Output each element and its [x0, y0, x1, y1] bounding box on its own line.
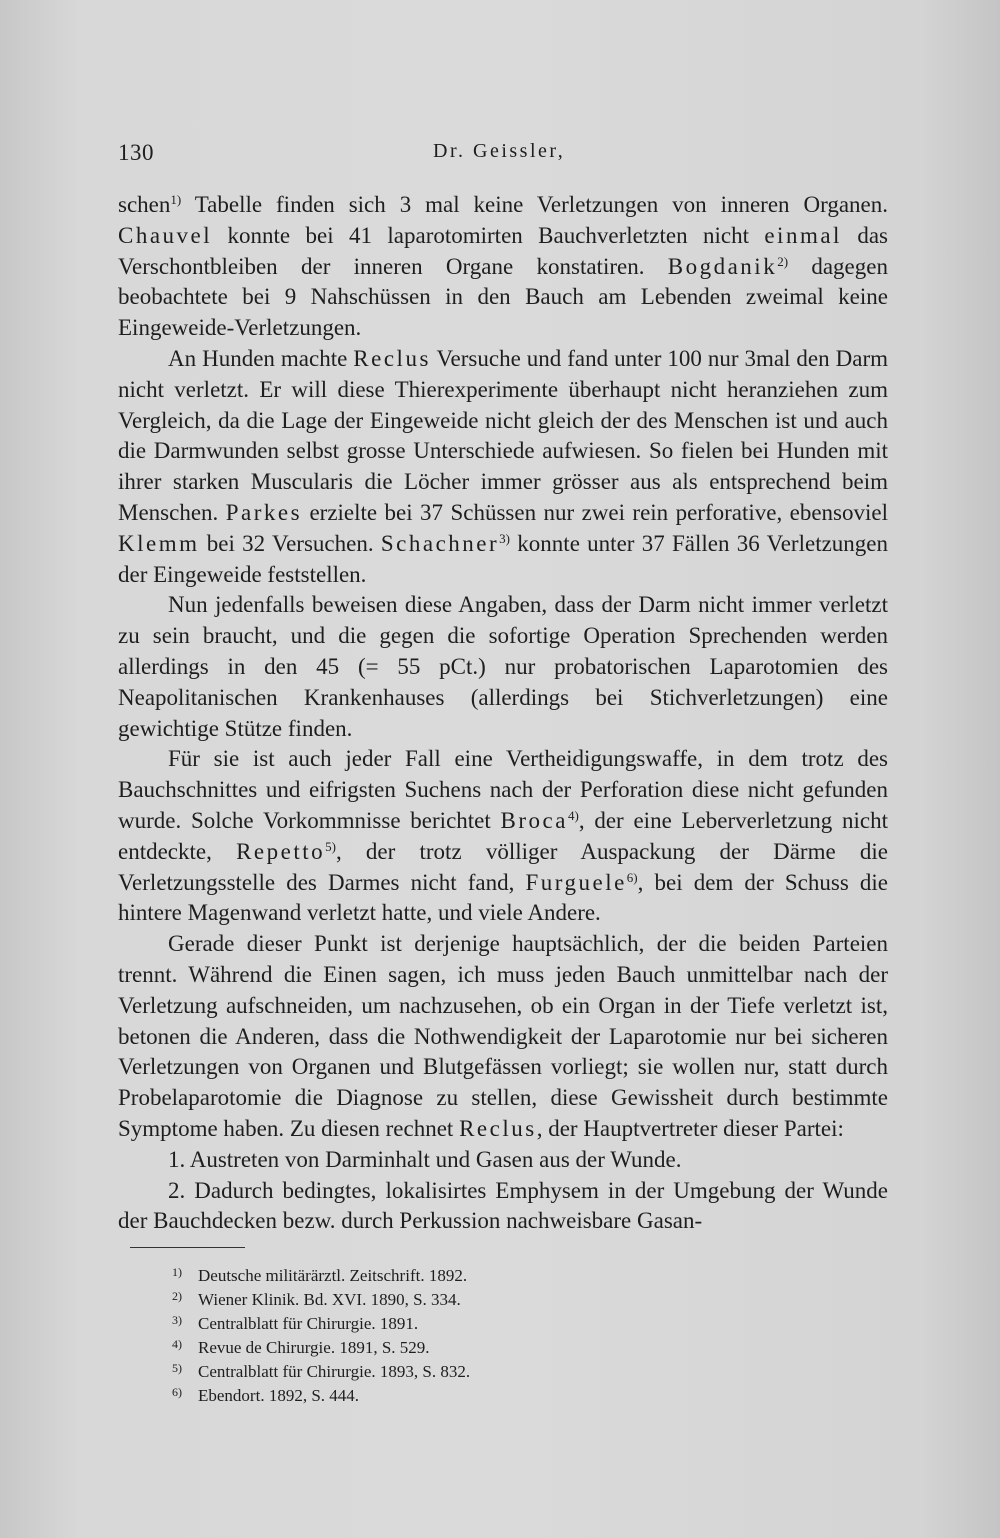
author-name: Furguele — [525, 869, 627, 895]
footnotes — [172, 1262, 632, 1406]
text-run: Tabelle finden sich 3 mal keine Verletzungen von inneren Organen. — [181, 192, 888, 217]
author-name: Parkes — [225, 499, 303, 525]
footnote — [172, 1262, 632, 1286]
text-run: das Verschontbleiben der inneren Organe konstatiren. — [118, 222, 888, 279]
text-run: Nun jedenfalls beweisen diese Angaben, dass der Darm nicht immer verletzt zu sein braucht, und die gegen die sofortige Operation Sprechenden werden allerdings in den 45 (= 55 pCt.) nur probatorischen Laparotomien des Neapolitanischen Krankenhauses (allerdings bei Stichverletzungen) eine gewichtige Stütze finden. — [118, 592, 888, 741]
footnote — [172, 1358, 632, 1382]
author-name: Schachner — [380, 530, 500, 556]
paragraph — [118, 744, 888, 929]
footnote-reference: 1) — [170, 192, 182, 207]
paragraphs — [118, 190, 888, 1145]
page-header — [118, 140, 888, 180]
author-name: Klemm — [118, 530, 200, 556]
text-run: , bei dem der Schuss die hintere Magenwand verletzt hatte, und viele Andere. — [118, 869, 888, 926]
paragraph — [118, 929, 888, 1145]
author-name: Bogdanik — [667, 253, 778, 279]
text-run: Für sie ist auch jeder Fall eine Vertheidigungswaffe, in dem trotz des Bauchschnittes und eifrigsten Suchens nach der Perforation diese nicht gefunden wurde. Solche Vorkommnisse berichtet — [118, 746, 888, 833]
footnote-reference: 3) — [499, 530, 511, 546]
footnote-reference: 6) — [626, 869, 638, 885]
footnote-text: Centralblatt für Chirurgie. 1891. — [198, 1314, 419, 1333]
footnote — [172, 1382, 632, 1406]
footnote-mark: 2) — [172, 1289, 182, 1303]
footnote-text: Wiener Klinik. Bd. XVI. 1890, S. 334. — [198, 1290, 461, 1309]
footnote-reference: 2) — [777, 253, 789, 269]
paragraph — [118, 590, 888, 744]
author-name: Chauvel — [118, 222, 213, 248]
running-head: Dr. Geissler, — [433, 140, 566, 162]
text-run: bei 32 Versuchen. — [199, 530, 381, 556]
page-number: 130 — [118, 140, 154, 165]
footnote-mark: 4) — [172, 1337, 182, 1351]
text-run: konnte bei 41 laparotomirten Bauchverletzten nicht — [212, 222, 765, 248]
footnote-rule — [130, 1247, 245, 1248]
footnote-mark: 1) — [172, 1265, 182, 1279]
footnote-text: Centralblatt für Chirurgie. 1893, S. 832. — [198, 1362, 471, 1381]
author-name: einmal — [764, 222, 842, 248]
footnote-mark: 5) — [172, 1361, 182, 1375]
author-name: Reclus — [353, 345, 431, 371]
text-run: , der eine Leberverletzung nicht entdeckte, — [118, 807, 889, 864]
footnote — [172, 1334, 632, 1358]
text-run: , der trotz völliger Auspackung der Därme die Verletzungsstelle des Darmes nicht fand, — [118, 838, 888, 895]
footnote-text: Deutsche militärärztl. Zeitschrift. 1892. — [198, 1266, 468, 1285]
text-run: erzielte bei 37 Schüssen nur zwei rein perforative, ebensoviel — [302, 499, 888, 525]
footnote-mark: 6) — [172, 1385, 182, 1399]
paragraph — [118, 344, 888, 590]
list-item: 2. Dadurch bedingtes, lokalisirtes Emphysem in der Umgebung der Wunde der Bauchdecken bezw. durch Perkussion nachweisbare Gasan- — [118, 1177, 888, 1234]
paragraph — [118, 190, 888, 344]
author-name: Broca — [500, 807, 568, 833]
footnote-text: Revue de Chirurgie. 1891, S. 529. — [198, 1338, 430, 1357]
text-run: Versuche und fand unter 100 nur 3mal den Darm nicht verletzt. Er will diese Thierexperimente überhaupt nicht heranziehen zum Vergleich, da die Lage der Eingeweide nicht gleich der des Menschen ist und auch die Darmwunden selbst grosse Unterschiede aufwiesen. So fielen bei Hunden mit ihrer starken Muscularis die Löcher immer grösser aus als entsprechend beim Menschen. — [118, 345, 888, 525]
text-run: Gerade dieser Punkt ist derjenige hauptsächlich, der die beiden Parteien trennt. Während die Einen sagen, ich muss jeden Bauch unmittelbar nach der Verletzung aufschneiden, um nachzusehen, ob ein Organ in der Tiefe verletzt ist, betonen die Anderen, dass die Nothwendigkeit der Laparotomie nur bei sicheren Verletzungen von Organen und Blutgefässen vorliegt; sie wollen nur, statt durch Probelaparotomie die Diagnose zu stellen, diese Gewissheit durch bestimmte Symptome haben. Zu diesen rechnet — [118, 931, 888, 1141]
list-item: 1. Austreten von Darminhalt und Gasen aus der Wunde. — [168, 1146, 682, 1172]
footnote — [172, 1310, 632, 1334]
text-run: An Hunden machte — [168, 345, 354, 371]
author-name: Reclus — [459, 1115, 537, 1141]
footnote-reference: 5) — [325, 838, 336, 854]
footnote-mark: 3) — [172, 1313, 182, 1327]
author-name: Repetto — [236, 838, 326, 864]
body-text — [118, 190, 888, 1237]
footnote-reference: 4) — [567, 807, 579, 823]
text-run: , der Hauptvertreter dieser Partei: — [536, 1115, 844, 1141]
footnote-text: Ebendort. 1892, S. 444. — [198, 1386, 360, 1405]
text-run: konnte unter 37 Fällen 36 Verletzungen der Eingeweide feststellen. — [118, 530, 888, 587]
text-run: dagegen beobachtete bei 9 Nahschüssen in den Bauch am Lebenden zweimal keine Eingeweide-Verletzungen. — [118, 253, 888, 341]
footnote — [172, 1286, 632, 1310]
numbered-list — [118, 1145, 888, 1237]
text-run: schen — [118, 192, 171, 217]
